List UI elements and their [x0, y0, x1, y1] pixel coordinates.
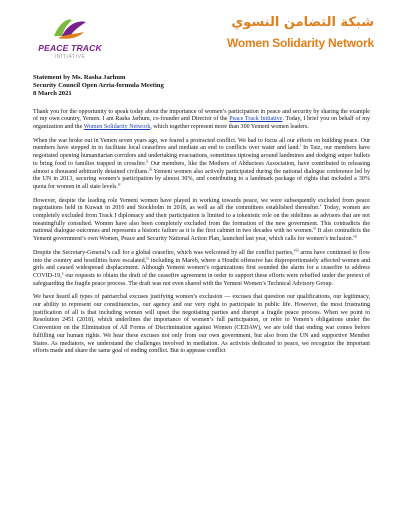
meeting-line: Security Council Open Arria-formula Meeting: [33, 82, 164, 90]
paragraph-war-efforts: When the war broke out in Yemen seven years ago, we feared a protracted conflict. We had to focus all our efforts on building peace. Our members have stepped in to facilitate local ceasefires and mediate an end to conflicts over water and land.$^i$ In Taiz, our members have negotiated opening humanitarian corridors and undertaking evacuations, sometimes tiptoeing around landmines and dodging sniper bullets to bring food to families trapped in crossfire.$^{ii}$ Our members, like the Mothers of Abductees Association, have contributed to releasing almost a thousand arbitrarily detained civilians.$^{iii}$ Yemeni women also actively participated during the national dialogue conference led by the UN in 2013, securing women’s participation by almost 30%, and contributing to a landmark package of rights that included a 30% quota for women in all state levels.$^{iv}$: [33, 137, 370, 190]
footnote-ref: iv: [117, 182, 121, 187]
footnote-ref: iii: [149, 167, 153, 172]
footnote-ref: ix: [146, 256, 150, 261]
letterhead: [0, 0, 400, 70]
dove-icon: [50, 16, 90, 42]
date-line: 8 March 2021: [33, 90, 72, 98]
paragraph-excuses: We have heard all types of patriarchal excuses justifying women’s exclusion — excuses that question our qualifications, our legitimacy, our ability to represent our constituencies, our agency and our very right to participate in public life. However, the most frustrating justification of all is that including women will upset the negotiating parties and disrupt a fragile peace process. When we point to Resolution 2451 (2018), which underlines the importance of women’s full participation, or refer to Yemen’s obligations under the Convention on the Elimination of All Forms of Discrimination against Women (CEDAW), we are told that ending war comes before fulfilling our human rights. We hear these excuses not only from our own government, but also from the UN and supportive Member States. As mediators, we understand the challenges involved in mediation. As activists dedicated to peace, we recognize the important efforts made and share the same goal of ending conflict. But to appease conflict: [33, 294, 370, 355]
paragraph-exclusion: However, despite the leading role Yemeni women have played in working towards peace, we were subsequently excluded from peace negotiations held in Kuwait in 2016 and Stockholm in 2018, as well as all the committees established thereafter.$^v$ Today, women are completely excluded from Track I diplomacy and their participation is limited to a tokenistic role on the sidelines as advisors that are not meaningfully consulted. Women have also been completely excluded from the formation of the new government. This contradicts the national dialogue outcomes and represents a historic failure as it is the first cabinet in two decades with no women.$^{vi}$ It also contradicts the Yemeni government’s own Women, Peace and Security National Action Plan, launched last year, which calls for women’s inclusion.$^{vii}$: [33, 197, 370, 243]
statement-heading: [33, 74, 370, 99]
women-solidarity-network-link[interactable]: Women Solidarity Network: [83, 124, 151, 131]
women-solidarity-network-logo: [226, 15, 374, 55]
peace-track-name: PEACE TRACK: [38, 43, 102, 53]
footnote-ref: ii: [146, 159, 149, 164]
footnote-ref: vii: [353, 234, 358, 239]
wsn-english-name: Women Solidarity Network: [226, 36, 374, 50]
wsn-arabic-name: شبكة التضامن النسوي: [231, 15, 374, 30]
paragraph-ceasefire: Despite the Secretary-General’s call for a global ceasefire, which was welcomed by all the conflict parties,$^{viii}$ arms have continued to flow into the country and hostilities have escalated,$^{ix}$ including in Mareb, where a Houthi offensive has disproportionately affected women and girls and caused widespread displacement. Although Yemeni women’s organizations first sounded the alarm for a ceasefire to address COVID-19,$^x$ our requests to obtain the draft of the ceasefire agreement in order to support these efforts were rebuffed under the pretext of safeguarding the fragile peace process. The draft was not even shared with the Yemeni Women’s Technical Advisory Group.: [33, 248, 370, 287]
peace-track-logo: [30, 16, 110, 64]
peace-track-initiative-link[interactable]: Peace Track Initiative: [229, 116, 283, 123]
footnote-ref: viii: [293, 248, 299, 253]
footnote-ref: i: [299, 143, 301, 148]
statement-body: [33, 74, 370, 362]
speaker-line: Statement by Ms. Rasha Jarhum: [33, 74, 126, 81]
paragraph-intro: Thank you for the opportunity to speak today about the importance of women’s participation in peace and security by sharing the example of my own country, Yemen. I am Rasha Jarhum, co-founder and Director of the Peace Track Initiative. Today, I brief you on behalf of my organization and the Women Solidarity Network, which together represent more than 300 Yemeni women leaders.: [33, 108, 371, 131]
peace-track-subtitle: INITIATIVE: [54, 54, 86, 60]
footnote-ref: x: [61, 271, 64, 276]
footnote-ref: v: [319, 203, 322, 208]
footnote-ref: vi: [313, 226, 317, 231]
